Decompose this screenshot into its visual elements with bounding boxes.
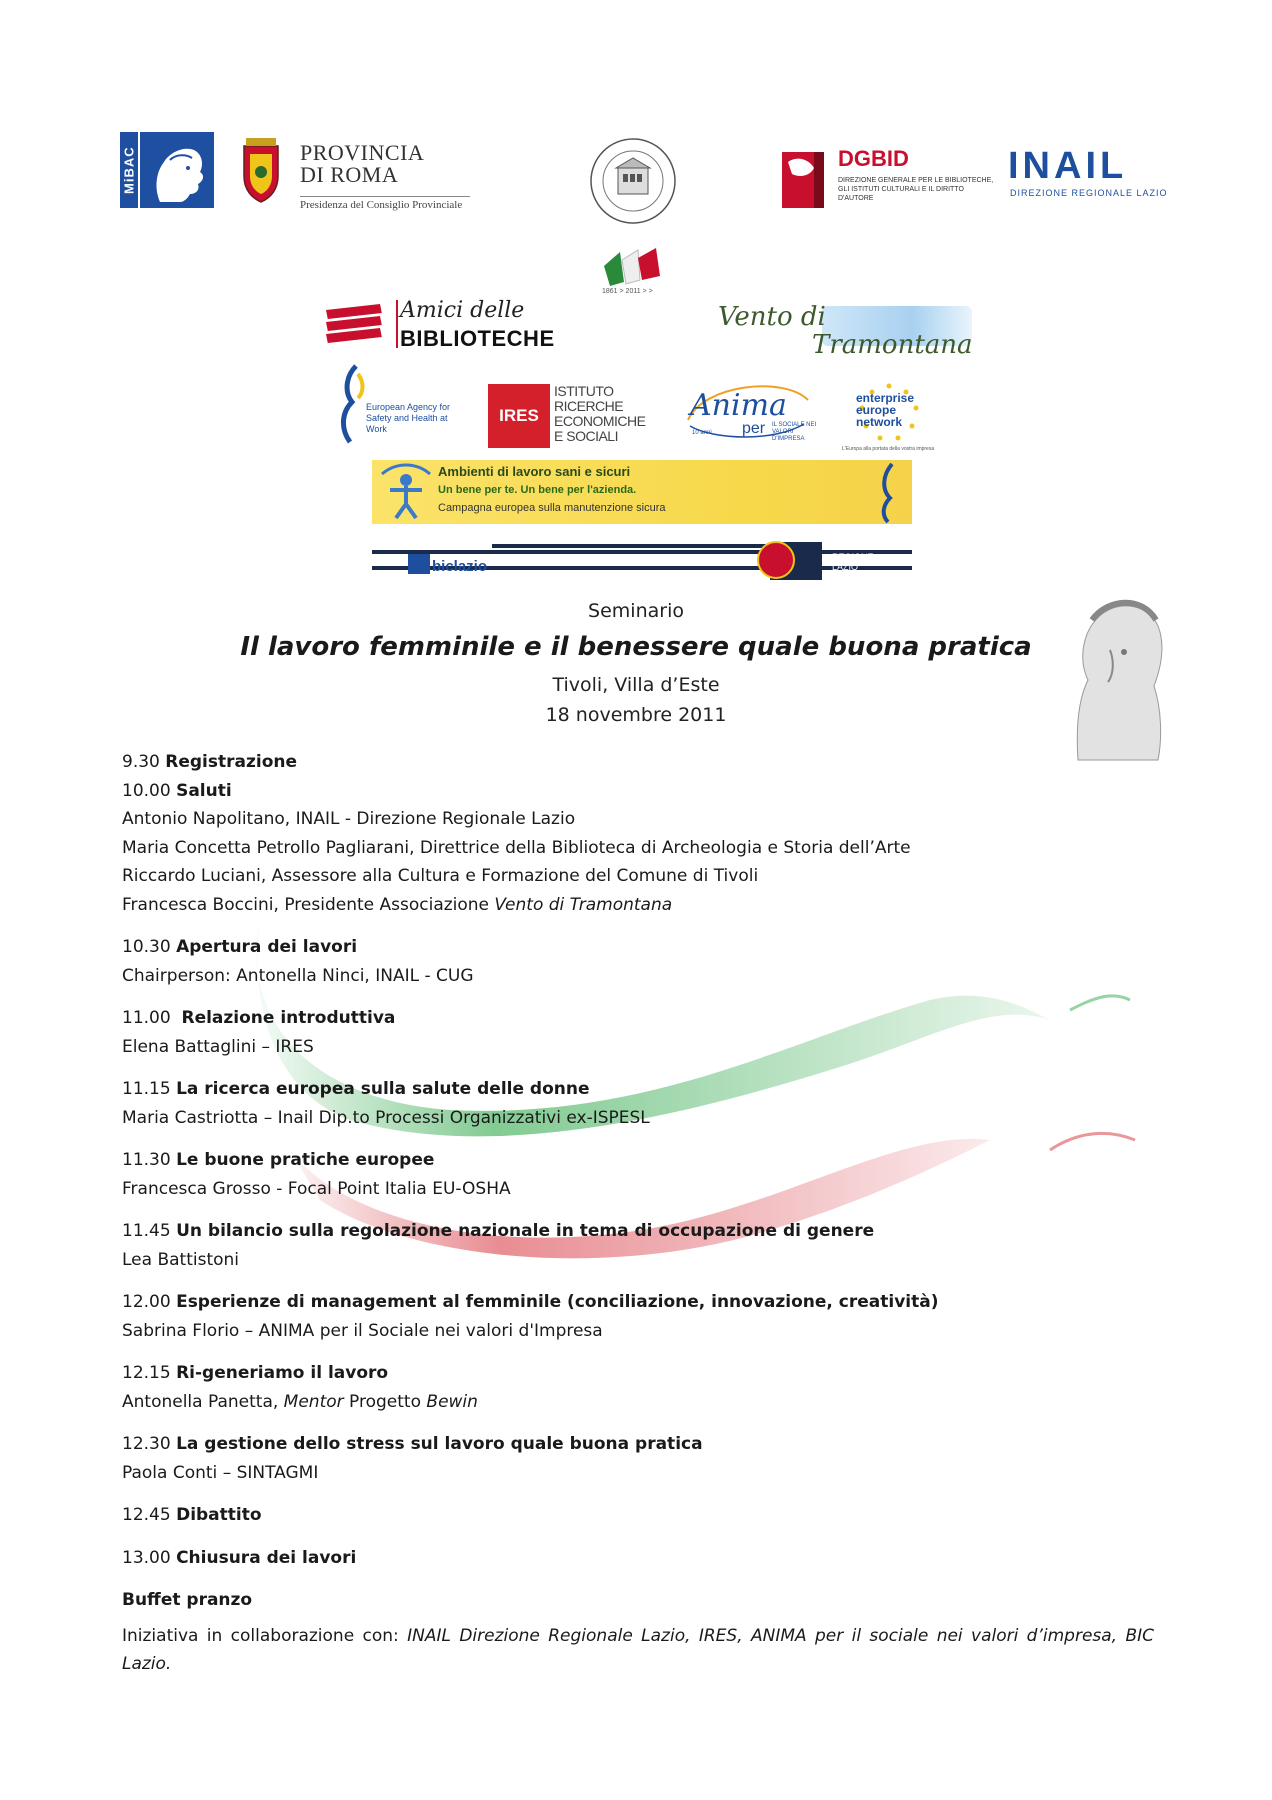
program-item bbox=[122, 748, 1162, 777]
program-title: Chiusura dei lavori bbox=[176, 1547, 357, 1568]
program-title: Apertura dei lavori bbox=[176, 937, 358, 957]
program-item bbox=[122, 1217, 1162, 1274]
speaker-mid: Progetto bbox=[343, 1391, 427, 1412]
program-time: 10.00 bbox=[122, 780, 171, 801]
regione-lazio-label: REGIONE LAZIO bbox=[832, 552, 874, 572]
provincia-roma-logo bbox=[236, 132, 468, 212]
program-item bbox=[122, 777, 1162, 920]
mibac-head-icon bbox=[140, 132, 214, 208]
program-time: 9.30 bbox=[122, 752, 160, 772]
amici-line2: BIBLIOTECHE bbox=[400, 326, 555, 351]
eu-osha-logo bbox=[334, 362, 464, 446]
program-speaker: Francesca Grosso - Focal Point Italia EU-OSHA bbox=[122, 1178, 511, 1199]
inail-subtitle: DIREZIONE REGIONALE LAZIO bbox=[1010, 188, 1168, 198]
campagna-banner bbox=[372, 460, 912, 524]
enterprise-europe-network-logo bbox=[842, 380, 936, 458]
collaboration-pre: Iniziativa in collaborazione con: bbox=[122, 1626, 408, 1646]
ires-l1: ISTITUTO bbox=[554, 383, 614, 399]
anima-anni: 10 anni bbox=[692, 430, 712, 436]
program-title: La ricerca europea sulla salute delle donne bbox=[176, 1079, 590, 1099]
mibac-wordmark: MiBAC bbox=[120, 132, 138, 208]
program-item bbox=[122, 1146, 1162, 1203]
dgbid-wordmark: DGBID bbox=[838, 146, 909, 171]
program-time: 11.00 bbox=[122, 1008, 177, 1028]
program-title: Dibattito bbox=[176, 1505, 262, 1525]
books-icon bbox=[320, 300, 388, 350]
mibac-logo bbox=[120, 132, 214, 208]
program-title: Un bilancio sulla regolazione nazionale in tema di occupazione di genere bbox=[176, 1221, 875, 1241]
program-time: 10.30 bbox=[122, 937, 171, 957]
speaker-italic-project: Bewin bbox=[426, 1391, 478, 1412]
program-speaker: Sabrina Florio – ANIMA per il Sociale nei valori d'Impresa bbox=[122, 1320, 603, 1341]
provincia-subtitle: Presidenza del Consiglio Provinciale bbox=[300, 196, 470, 211]
een-subtitle: L'Europa alla portata della vostra impresa bbox=[842, 446, 935, 452]
program-item bbox=[122, 1430, 1162, 1487]
event-kicker: Seminario bbox=[588, 600, 684, 622]
dgbid-emblem-icon bbox=[778, 142, 828, 212]
program-speaker: Maria Castriotta – Inail Dip.to Processi Organizzativi ex-ISPESL bbox=[122, 1107, 650, 1128]
program-item bbox=[122, 1288, 1162, 1345]
ires-logo bbox=[488, 384, 648, 448]
ires-l3: ECONOMICHE bbox=[554, 413, 646, 429]
vento-line2: Tramontana bbox=[812, 330, 973, 360]
anima-subtitle: IL SOCIALE NEI VALORI D'IMPRESA bbox=[772, 422, 817, 442]
osha-text: European Agency for Safety and Health at Work bbox=[366, 402, 451, 434]
saluti-speaker bbox=[122, 891, 1162, 920]
program-speaker: Elena Battaglini – IRES bbox=[122, 1036, 314, 1057]
program-item bbox=[122, 1544, 1162, 1573]
buffet-label: Buffet pranzo bbox=[122, 1590, 253, 1610]
program-title: Esperienze di management al femminile (conciliazione, innovazione, creatività) bbox=[176, 1292, 939, 1312]
program-speaker: Paola Conti – SINTAGMI bbox=[122, 1462, 319, 1483]
buffet-item bbox=[122, 1586, 1162, 1615]
program-speaker: Lea Battistoni bbox=[122, 1249, 240, 1270]
program-title: Saluti bbox=[176, 780, 232, 801]
provincia-line2: DI ROMA bbox=[300, 162, 399, 187]
anima-wordmark: Anima bbox=[690, 388, 787, 423]
saluti-speaker: Antonio Napolitano, INAIL - Direzione Regionale Lazio bbox=[122, 809, 576, 829]
bic-lazio-banner bbox=[372, 538, 912, 582]
dgbid-subtitle: DIREZIONE GENERALE PER LE BIBLIOTECHE, GLI ISTITUTI CULTURALI E IL DIRITTO D'AUTORE bbox=[838, 177, 994, 202]
event-location: Tivoli, Villa d’Este bbox=[552, 674, 720, 696]
unita-italia-logo bbox=[600, 246, 664, 302]
saluti-speaker: Maria Concetta Petrollo Pagliarani, Direttrice della Biblioteca di Archeologia e Storia dell’Arte bbox=[122, 837, 911, 858]
een-l2: europe bbox=[856, 403, 897, 417]
provincia-name bbox=[300, 142, 424, 186]
ires-wordmark: IRES bbox=[488, 384, 550, 448]
collaboration-note bbox=[122, 1622, 1154, 1678]
anima-logo bbox=[684, 380, 817, 450]
provincia-line1: PROVINCIA bbox=[300, 140, 425, 165]
program-title: Le buone pratiche europee bbox=[176, 1150, 435, 1170]
program-time: 13.00 bbox=[122, 1547, 171, 1568]
speaker-pre: Antonella Panetta, bbox=[122, 1391, 284, 1412]
program-speaker: Chairperson: Antonella Ninci, INAIL - CUG bbox=[122, 965, 474, 986]
program-time: 12.15 bbox=[122, 1363, 171, 1383]
program-title: La gestione dello stress sul lavoro quale buona pratica bbox=[176, 1434, 703, 1454]
amici-divider bbox=[396, 300, 398, 348]
een-wordmark bbox=[856, 392, 914, 428]
event-title: Il lavoro femminile e il benessere quale buona pratica bbox=[240, 632, 1032, 662]
saluti-last-pre: Francesca Boccini, Presidente Associazione bbox=[122, 894, 495, 915]
anima-per: per bbox=[742, 420, 766, 437]
osha-mark-icon bbox=[876, 460, 906, 524]
inail-logo bbox=[1008, 146, 1168, 200]
ires-l4: E SOCIALI bbox=[554, 428, 618, 444]
program-time: 11.15 bbox=[122, 1079, 171, 1099]
program-item bbox=[122, 1501, 1162, 1530]
dgbid-logo bbox=[778, 142, 992, 212]
amici-biblioteche-logo bbox=[320, 298, 580, 354]
safety-figure-icon bbox=[376, 460, 436, 524]
een-l1: enterprise bbox=[856, 391, 915, 405]
bic-wordmark: biclazio bbox=[432, 558, 488, 575]
program-list bbox=[122, 748, 1162, 1615]
program-item bbox=[122, 933, 1162, 990]
vento-tramontana-logo bbox=[712, 300, 972, 362]
program-title: Relazione introduttiva bbox=[181, 1008, 396, 1028]
provincia-crest-icon bbox=[236, 136, 286, 204]
campagna-line1: Ambienti di lavoro sani e sicuri bbox=[438, 464, 631, 479]
saluti-last-italic: Vento di Tramontana bbox=[494, 894, 673, 915]
campagna-line2: Un bene per te. Un bene per l'azienda. bbox=[438, 484, 637, 496]
program-title: Registrazione bbox=[165, 752, 298, 772]
ires-fullname bbox=[554, 384, 645, 444]
een-l3: network bbox=[856, 415, 903, 429]
program-item bbox=[122, 1075, 1162, 1132]
ires-l2: RICERCHE bbox=[554, 398, 624, 414]
program-time: 12.45 bbox=[122, 1505, 171, 1525]
program-speaker bbox=[122, 1388, 1162, 1417]
saluti-speaker: Riccardo Luciani, Assessore alla Cultura e Formazione del Comune di Tivoli bbox=[122, 866, 759, 886]
program-time: 12.00 bbox=[122, 1292, 171, 1312]
event-date: 18 novembre 2011 bbox=[545, 704, 727, 726]
program-time: 11.30 bbox=[122, 1150, 171, 1170]
amici-line1: Amici delle bbox=[400, 298, 525, 323]
biblioteca-seal-logo bbox=[588, 136, 678, 226]
vento-line1: Vento di bbox=[718, 302, 826, 332]
speaker-italic-role: Mentor bbox=[283, 1391, 344, 1412]
program-item bbox=[122, 1359, 1162, 1416]
inail-wordmark: INAIL bbox=[1008, 145, 1128, 187]
program-time: 12.30 bbox=[122, 1434, 171, 1454]
unita-dates: 1861 > 2011 > > bbox=[602, 288, 653, 295]
program-title: Ri-generiamo il lavoro bbox=[176, 1363, 389, 1383]
collaboration-partners: INAIL Direzione Regionale Lazio, IRES, ANIMA per il sociale nei valori d’impresa, BIC Lazio. bbox=[122, 1626, 1154, 1674]
program-item bbox=[122, 1004, 1162, 1061]
campagna-line3: Campagna europea sulla manutenzione sicura bbox=[438, 502, 666, 514]
program-time: 11.45 bbox=[122, 1221, 171, 1241]
